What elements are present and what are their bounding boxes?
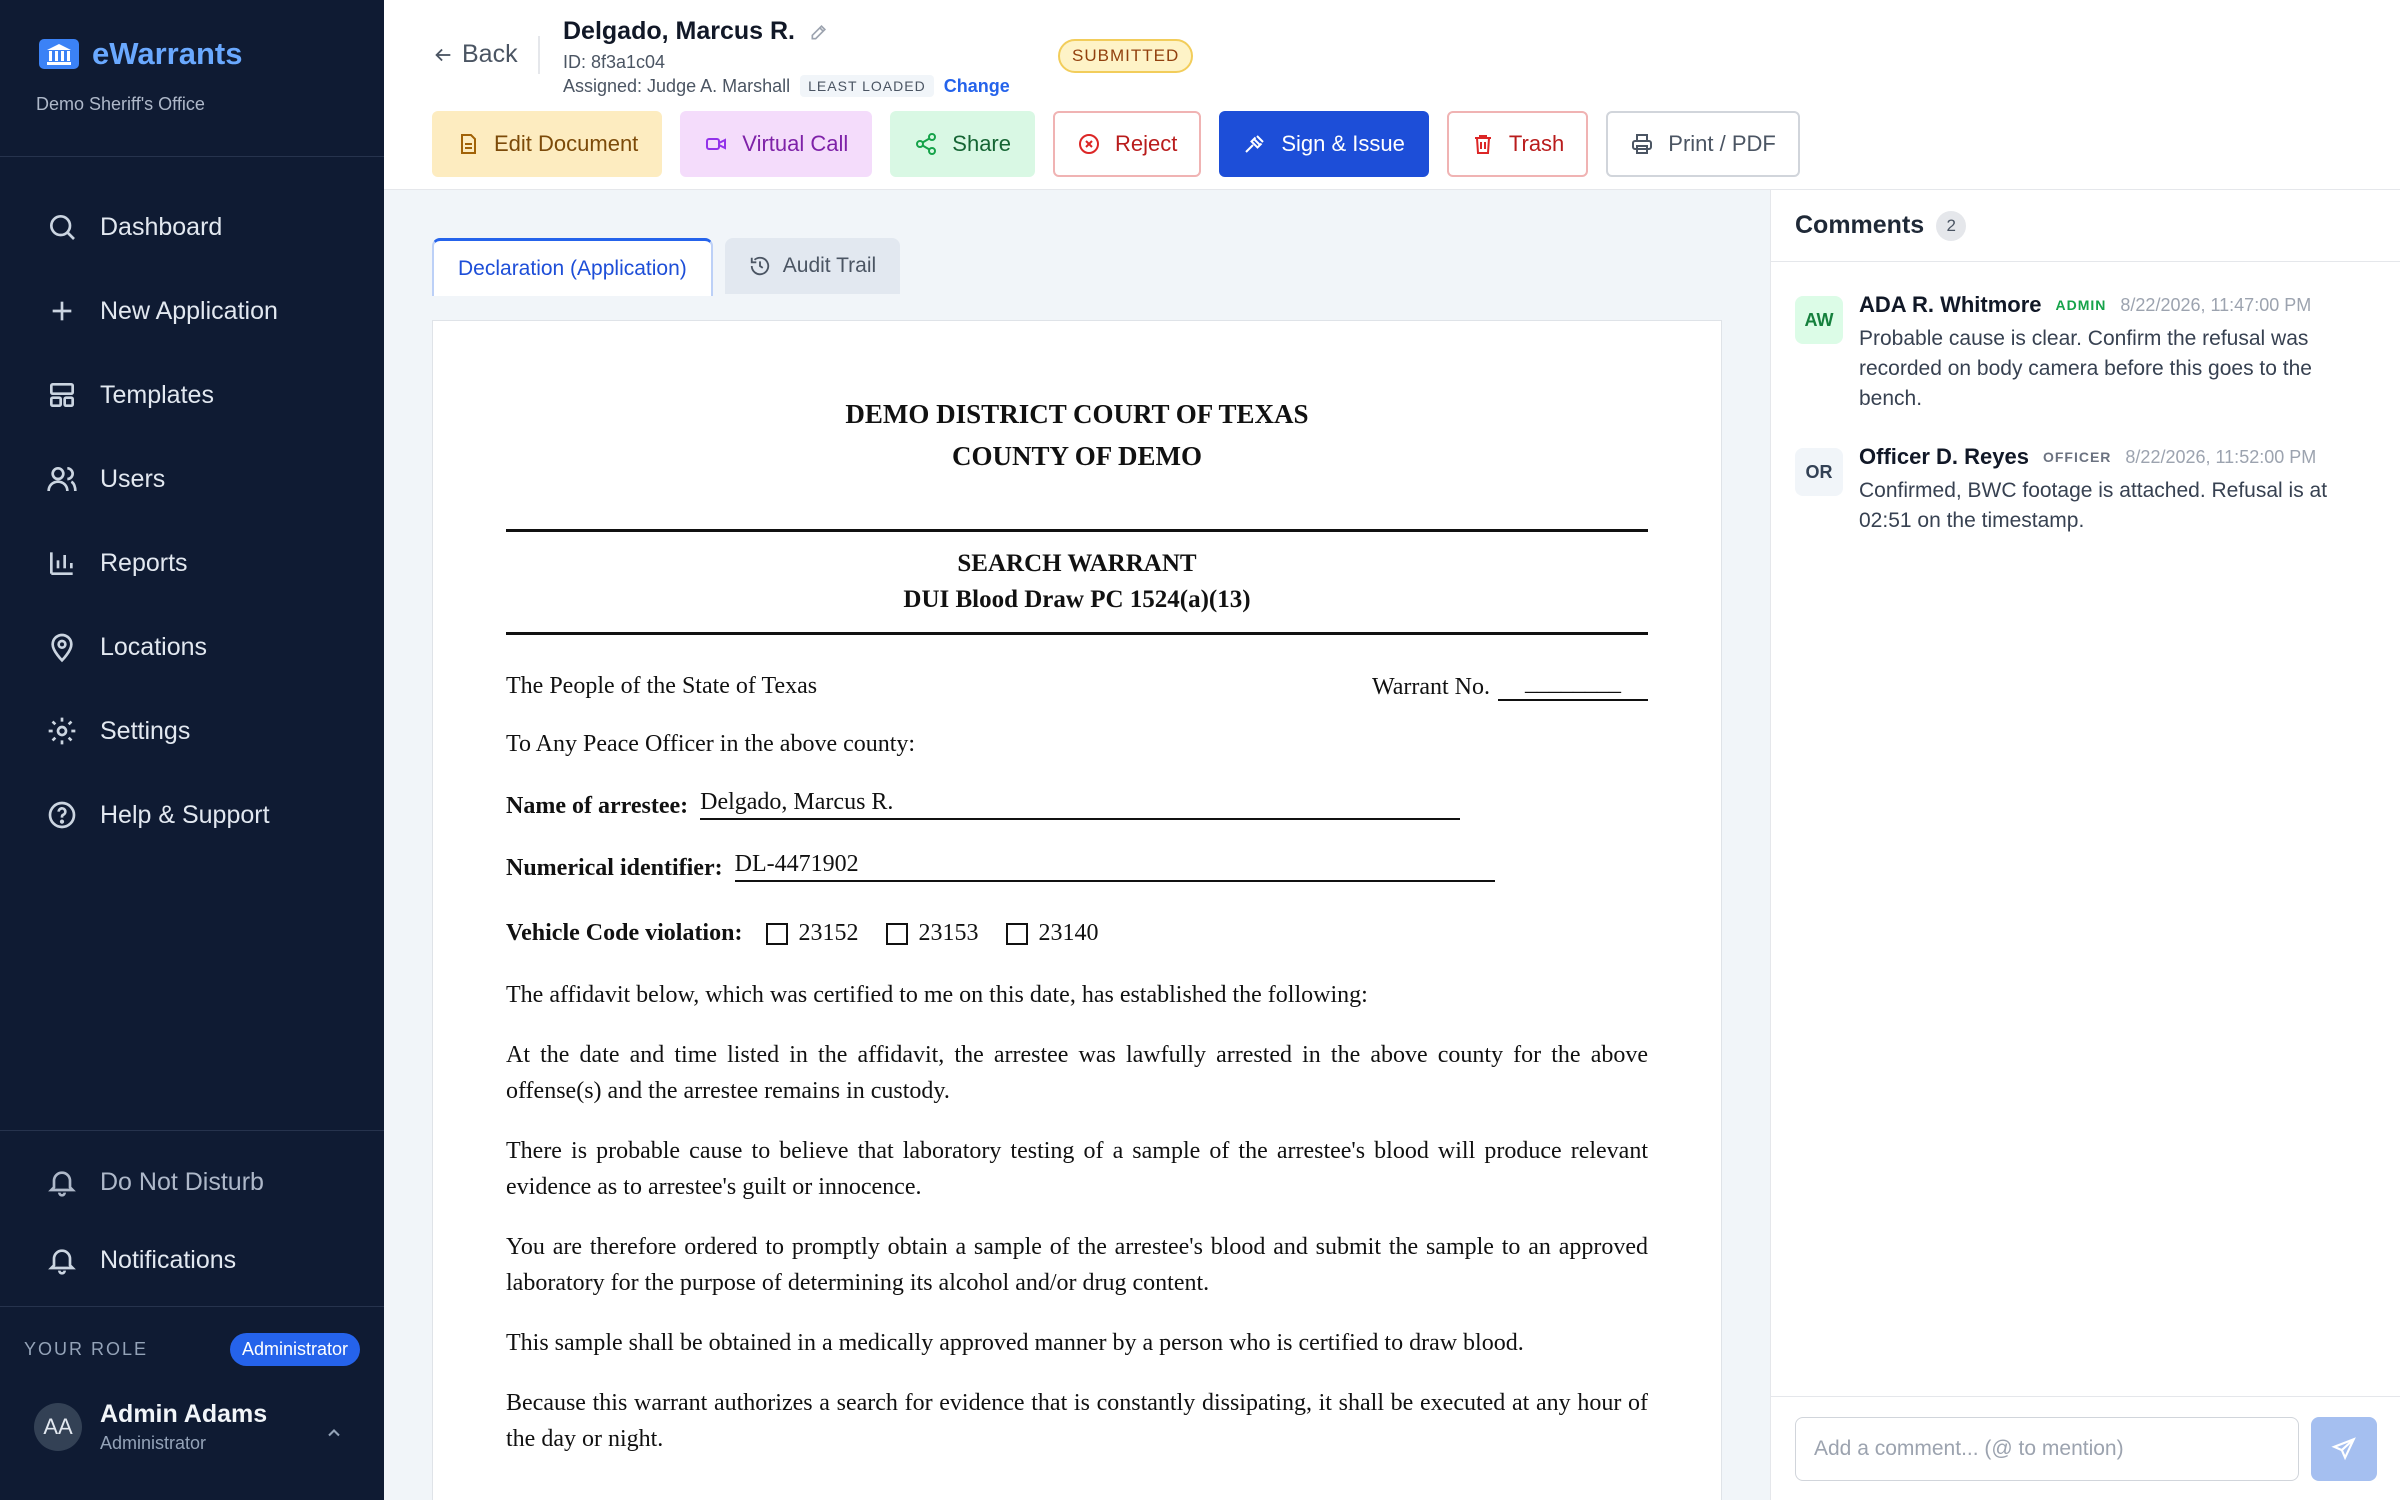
page-header — [384, 0, 2400, 190]
notifications-label: Notifications — [100, 1245, 237, 1274]
nav-label: Help & Support — [100, 800, 270, 829]
plus-icon — [46, 295, 78, 327]
paragraph: At the date and time listed in the affidavit, the arrestee was lawfully arrested in the above county for the above offense(s) and the arrestee remains in custody. — [506, 1042, 1648, 1104]
comment-item — [1771, 292, 2400, 414]
role-row — [0, 1307, 384, 1366]
avatar: AA — [34, 1403, 82, 1451]
identifier-field — [506, 851, 1648, 882]
case-id: ID: 8f3a1c04 — [563, 52, 666, 72]
comments-count: 2 — [1936, 211, 1966, 241]
comment-body — [1859, 292, 2359, 414]
nav-new-application[interactable] — [0, 269, 384, 353]
brand-area — [0, 0, 384, 157]
reject-button[interactable] — [1053, 111, 1201, 177]
comment-author: ADA R. Whitmore — [1859, 292, 2042, 317]
warrant-subtitle: DUI Blood Draw PC 1524(a)(13) — [903, 586, 1251, 613]
warrant-document — [432, 320, 1722, 1500]
printer-icon — [1630, 132, 1654, 156]
nav-label: Users — [100, 464, 166, 493]
help-circle-icon — [46, 799, 78, 831]
search-icon — [46, 211, 78, 243]
nav-label: Locations — [100, 632, 208, 661]
gavel-icon — [1243, 132, 1267, 156]
nav-dashboard[interactable] — [0, 185, 384, 269]
trash-label: Trash — [1508, 131, 1565, 156]
nav-locations[interactable] — [0, 605, 384, 689]
arrestee-label: Name of arrestee: — [506, 793, 689, 819]
x-circle-icon — [1077, 132, 1101, 156]
comment-role-badge: OFFICER — [2042, 449, 2112, 465]
users-icon — [46, 463, 78, 495]
arrestee-value: Delgado, Marcus R. — [700, 789, 1460, 820]
warrant-title-block — [506, 529, 1648, 635]
share-button[interactable] — [890, 111, 1035, 177]
send-comment-button[interactable] — [2311, 1417, 2377, 1481]
role-badge: Administrator — [230, 1333, 360, 1366]
identifier-label: Numerical identifier: — [506, 855, 723, 881]
comment-meta — [1859, 444, 2359, 470]
sign-issue-button[interactable] — [1219, 111, 1429, 177]
user-role: Administrator — [100, 1433, 207, 1453]
dnd-label: Do Not Disturb — [100, 1167, 264, 1196]
vc-option: 23152 — [798, 920, 859, 946]
back-button[interactable] — [432, 40, 518, 69]
history-icon — [749, 255, 771, 277]
arrestee-field — [506, 789, 1648, 820]
assigned-row — [563, 75, 1010, 97]
warrant-title: SEARCH WARRANT — [957, 550, 1197, 577]
warrant-number — [1371, 670, 1648, 701]
paragraph: The affidavit below, which was certified to me on this date, has established the following: — [506, 982, 1368, 1008]
bell-icon — [46, 1244, 78, 1276]
comment-text: Confirmed, BWC footage is attached. Refusal is at 02:51 on the timestamp. — [1859, 479, 2328, 532]
document-tabs — [432, 238, 900, 296]
comment-timestamp: 8/22/2026, 11:47:00 PM — [2120, 294, 2312, 315]
comments-panel — [1770, 190, 2400, 1500]
vc-checkbox-23152 — [766, 920, 858, 947]
virtual-call-label: Virtual Call — [742, 131, 849, 156]
comment-author: Officer D. Reyes — [1859, 444, 2029, 469]
status-badge: SUBMITTED — [1058, 39, 1193, 73]
role-area — [0, 1306, 384, 1500]
arrow-left-icon — [432, 44, 454, 66]
brand-row[interactable] — [36, 36, 348, 72]
virtual-call-button[interactable] — [680, 111, 872, 177]
nav-settings[interactable] — [0, 689, 384, 773]
change-judge-link[interactable]: Change — [943, 75, 1010, 96]
vc-checkbox-23140 — [1006, 920, 1098, 947]
share-icon — [914, 132, 938, 156]
reject-label: Reject — [1115, 131, 1178, 156]
notifications-button[interactable] — [0, 1221, 384, 1299]
layout-icon — [46, 379, 78, 411]
back-label: Back — [462, 40, 518, 68]
print-pdf-label: Print / PDF — [1668, 131, 1776, 156]
tab-label: Audit Trail — [782, 254, 877, 277]
identifier-value: DL-4471902 — [735, 851, 1495, 882]
comment-meta — [1859, 292, 2359, 318]
county-name: COUNTY OF DEMO — [952, 441, 1202, 471]
print-pdf-button[interactable] — [1606, 111, 1800, 177]
trash-button[interactable] — [1447, 111, 1588, 177]
tab-audit-trail[interactable] — [725, 238, 900, 294]
comment-avatar: OR — [1795, 448, 1843, 496]
assigned-judge: Assigned: Judge A. Marshall — [563, 75, 791, 96]
do-not-disturb-toggle[interactable] — [0, 1143, 384, 1221]
comment-avatar: AW — [1795, 296, 1843, 344]
main-content — [384, 190, 1770, 1500]
comment-role-badge: ADMIN — [2055, 297, 2107, 313]
nav-reports[interactable] — [0, 521, 384, 605]
tab-label: Declaration (Application) — [458, 256, 687, 280]
nav-label: New Application — [100, 296, 278, 325]
court-name: DEMO DISTRICT COURT OF TEXAS — [845, 399, 1309, 429]
checkbox-box — [766, 923, 788, 945]
checkbox-box — [1006, 923, 1028, 945]
sidebar — [0, 0, 384, 1500]
paragraph: You are therefore ordered to promptly obtain a sample of the arrestee's blood and submit the sample to an approved laboratory for the purpose of determining its alcohol and/or drug content. — [506, 1234, 1648, 1296]
user-info — [100, 1400, 267, 1454]
people-text: The People of the State of Texas — [506, 673, 818, 699]
nav-users[interactable] — [0, 437, 384, 521]
court-header — [506, 393, 1648, 477]
comment-timestamp: 8/22/2026, 11:52:00 PM — [2125, 446, 2317, 467]
share-label: Share — [952, 131, 1011, 156]
edit-document-button[interactable] — [432, 111, 662, 177]
vehicle-code-row — [506, 920, 1648, 947]
case-title-row — [563, 17, 829, 46]
org-name: Demo Sheriff's Office — [36, 94, 205, 114]
paragraph: Because this warrant authorizes a search for evidence that is constantly dissipating, it shall be executed at any hour of the day or night. — [506, 1390, 1648, 1452]
trash-icon — [1471, 132, 1495, 156]
warrant-no-value: ________ — [1498, 673, 1648, 701]
role-label: YOUR ROLE — [24, 1339, 149, 1359]
bell-icon — [46, 1166, 78, 1198]
divider — [538, 36, 540, 74]
nav-label: Reports — [100, 548, 188, 577]
pencil-icon[interactable] — [809, 22, 829, 42]
bar-chart-icon — [46, 547, 78, 579]
vc-checkbox-23153 — [886, 920, 978, 947]
gear-icon — [46, 715, 78, 747]
nav-label: Settings — [100, 716, 191, 745]
vc-option: 23140 — [1038, 920, 1099, 946]
checkbox-box — [886, 923, 908, 945]
comments-title: Comments — [1795, 211, 1925, 239]
sidebar-bottom — [0, 1130, 384, 1299]
main-nav — [0, 157, 384, 857]
comment-item — [1771, 444, 2400, 536]
warrant-no-label: Warrant No. — [1371, 674, 1490, 700]
map-pin-icon — [46, 631, 78, 663]
document-icon — [456, 132, 480, 156]
page-title: Delgado, Marcus R. — [563, 17, 795, 45]
send-icon — [2331, 1436, 2357, 1462]
vehicle-code-label: Vehicle Code violation: — [506, 920, 743, 946]
comment-body — [1859, 444, 2359, 536]
nav-label: Templates — [100, 380, 214, 409]
nav-templates[interactable] — [0, 353, 384, 437]
paragraph: This sample shall be obtained in a medically approved manner by a person who is certified to draw blood. — [506, 1330, 1524, 1356]
vc-option: 23153 — [918, 920, 979, 946]
comment-input[interactable] — [1795, 1417, 2299, 1481]
comment-composer — [1771, 1396, 2400, 1500]
people-row — [506, 670, 1648, 701]
paragraph: There is probable cause to believe that laboratory testing of a sample of the arrestee's blood will produce relevant evidence as to arrestee's guilt or innocence. — [506, 1138, 1648, 1200]
chevron-up-icon[interactable] — [324, 1423, 344, 1443]
brand-name: eWarrants — [92, 36, 243, 71]
sign-issue-label: Sign & Issue — [1281, 131, 1405, 156]
courthouse-icon — [36, 37, 82, 71]
nav-label: Dashboard — [100, 212, 223, 241]
edit-document-label: Edit Document — [494, 131, 639, 156]
nav-help-support[interactable] — [0, 773, 384, 857]
tab-declaration[interactable] — [432, 238, 713, 296]
action-toolbar — [432, 111, 1800, 177]
user-name: Admin Adams — [100, 1400, 268, 1428]
to-officer-text: To Any Peace Officer in the above county: — [506, 731, 916, 757]
comments-header — [1771, 190, 2400, 262]
comment-text: Probable cause is clear. Confirm the refusal was recorded on body camera before this goes to the bench. — [1859, 327, 2312, 410]
video-icon — [704, 132, 728, 156]
load-badge: LEAST LOADED — [800, 75, 934, 97]
